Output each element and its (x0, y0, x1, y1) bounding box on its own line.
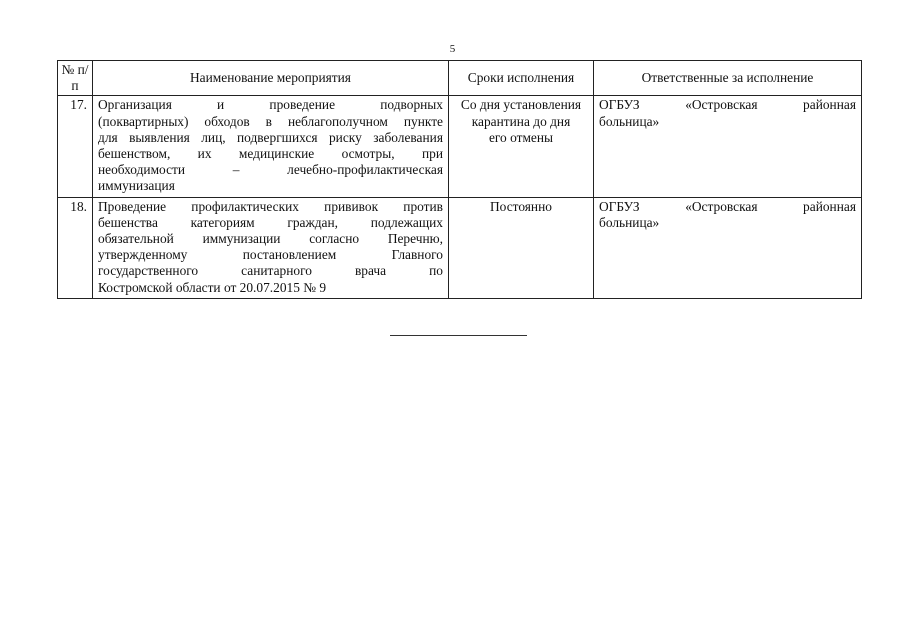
measure-name-line: иммунизация (98, 178, 175, 194)
table-row (58, 96, 862, 197)
measure-name-line: Организация и проведение подворных (98, 97, 443, 113)
measure-name-line: (поквартирных) обходов в неблагополучном пункте (98, 113, 443, 129)
header-name: Наименование мероприятия (93, 61, 449, 96)
separator-line (390, 335, 527, 336)
measure-name-line: государственного санитарного врача по (98, 263, 443, 279)
header-responsible: Ответственные за исполнение (594, 61, 862, 96)
measure-name-line: обязательной иммунизации согласно Перечню, (98, 231, 443, 247)
row-number: 18. (58, 197, 93, 298)
measure-name (93, 197, 449, 298)
responsible-line: больница» (599, 113, 660, 129)
measure-term (449, 96, 594, 197)
measure-name-line: утвержденному постановлением Главного (98, 247, 443, 263)
header-num: № п/п (58, 61, 93, 96)
page-number: 5 (449, 43, 456, 55)
measure-name-line: необходимости – лечебно-профилактическая (98, 162, 443, 178)
responsible-line: ОГБУЗ «Островская районная (599, 97, 856, 113)
measure-name (93, 96, 449, 197)
measure-term-line: карантина до дня (471, 113, 571, 129)
measures-table (57, 60, 862, 299)
table-row (58, 197, 862, 298)
responsible-line: ОГБУЗ «Островская районная (599, 198, 856, 214)
measure-name-line: Костромской области от 20.07.2015 № 9 (98, 279, 327, 295)
header-term: Сроки исполнения (449, 61, 594, 96)
measure-term-line: Постоянно (490, 198, 552, 214)
measure-name-line: бешенства категориям граждан, подлежащих (98, 214, 443, 230)
measure-name-line: Проведение профилактических прививок против (98, 198, 443, 214)
row-number: 17. (58, 96, 93, 197)
measure-term-line: его отмены (488, 129, 554, 145)
measure-term-line: Со дня установления (460, 97, 582, 113)
measure-name-line: бешенством, их медицинские осмотры, при (98, 146, 443, 162)
measure-responsible (594, 197, 862, 298)
responsible-line: больница» (599, 214, 660, 230)
table-header-row (58, 61, 862, 96)
measure-term (449, 197, 594, 298)
measure-name-line: для выявления лиц, подвергшихся риску заболевания (98, 129, 443, 145)
measure-responsible (594, 96, 862, 197)
